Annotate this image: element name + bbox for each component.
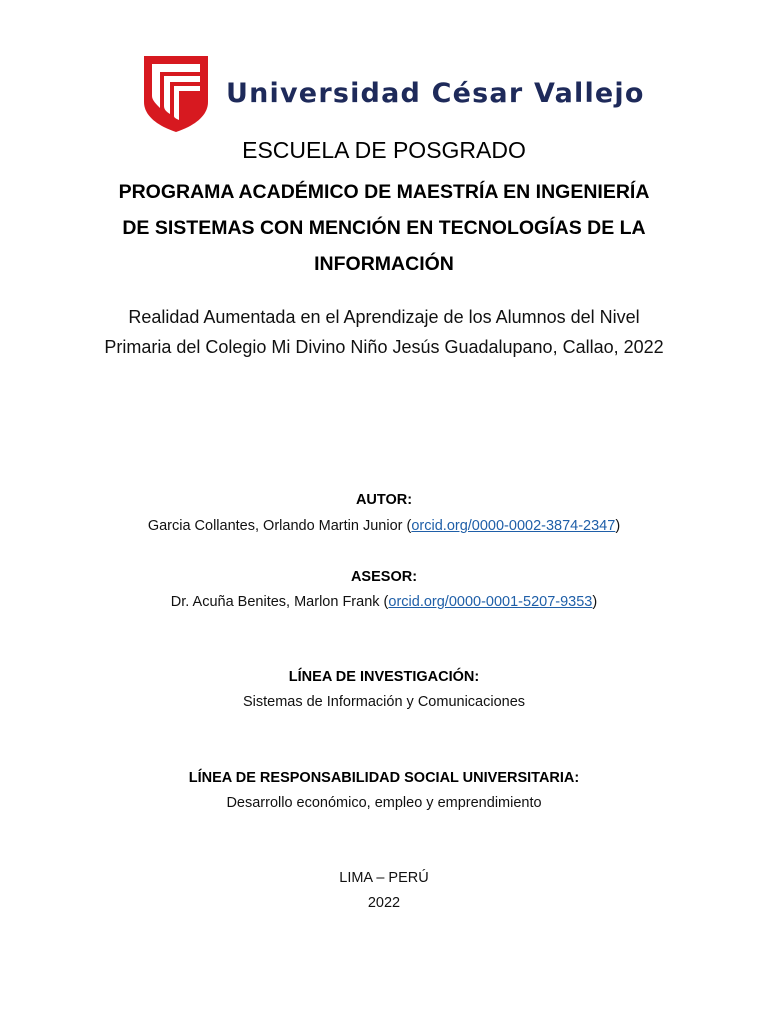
place: LIMA – PERÚ — [339, 870, 429, 886]
author-label: AUTOR: — [355, 492, 413, 508]
author-open-paren: ( — [406, 518, 412, 534]
author-line — [0, 518, 768, 534]
program-line-1: PROGRAMA ACADÉMICO DE MAESTRÍA EN INGENIERÍA — [118, 181, 650, 203]
advisor-orcid-link[interactable]: orcid.org/0000-0001-5207-9353 — [388, 594, 593, 610]
research-line-value: Sistemas de Información y Comunicaciones — [242, 694, 526, 710]
thesis-title-line-1: Realidad Aumentada en el Aprendizaje de los Alumnos del Nivel — [128, 307, 640, 327]
advisor-line — [0, 594, 768, 610]
advisor-label: ASESOR: — [350, 569, 418, 585]
program-line-3: INFORMACIÓN — [314, 253, 454, 275]
university-name: Universidad César Vallejo — [226, 78, 645, 109]
advisor-close-paren: ) — [592, 594, 598, 610]
advisor-name: Dr. Acuña Benites, Marlon Frank — [170, 594, 384, 610]
program-line-2: DE SISTEMAS CON MENCIÓN EN TECNOLOGÍAS DE LA — [122, 217, 646, 239]
program-heading — [0, 174, 768, 282]
thesis-title-line-2: Primaria del Colegio Mi Divino Niño Jesús Guadalupano, Callao, 2022 — [104, 337, 664, 357]
social-line-value: Desarrollo económico, empleo y emprendimiento — [226, 795, 542, 811]
social-line-label: LÍNEA DE RESPONSABILIDAD SOCIAL UNIVERSITARIA: — [188, 770, 580, 786]
advisor-open-paren: ( — [383, 594, 389, 610]
author-orcid-link[interactable]: orcid.org/0000-0002-3874-2347 — [411, 518, 616, 534]
university-shield-icon — [142, 56, 210, 132]
university-logo — [142, 56, 645, 132]
school-heading: ESCUELA DE POSGRADO — [242, 137, 526, 163]
author-close-paren: ) — [615, 518, 621, 534]
research-line-label: LÍNEA DE INVESTIGACIÓN: — [288, 669, 480, 685]
thesis-title — [0, 302, 768, 362]
author-name: Garcia Collantes, Orlando Martin Junior — [147, 518, 407, 534]
year: 2022 — [367, 895, 401, 911]
